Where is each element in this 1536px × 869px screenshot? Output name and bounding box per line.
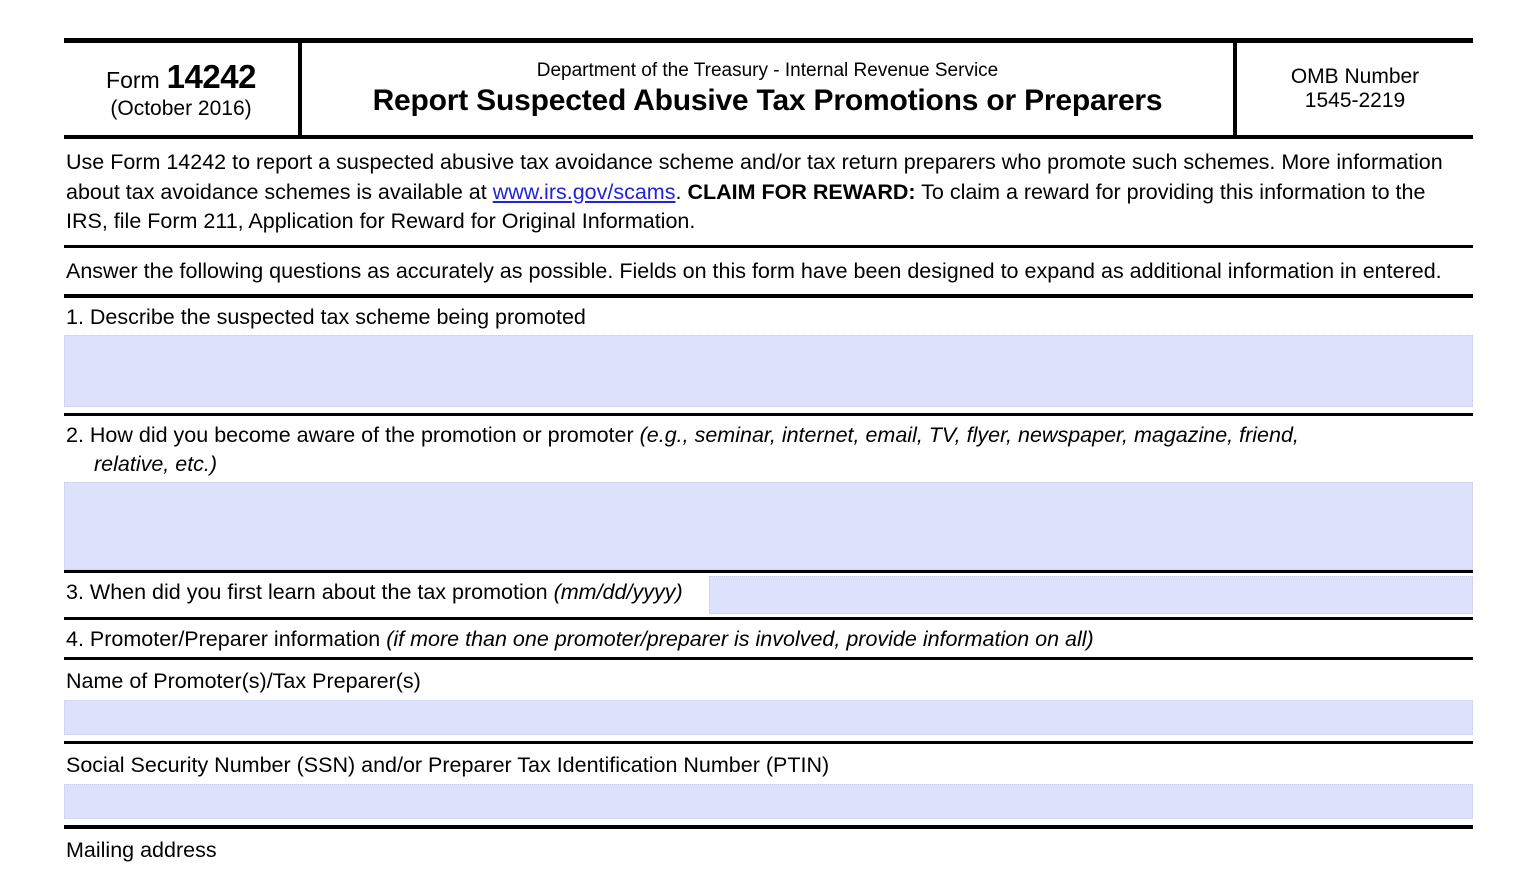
instr-text-part-3: To claim a reward for providing this information to the IRS, file Form 211, Application for Reward for Original Information. (66, 179, 1426, 233)
divider-after-ssn-ptin (64, 819, 1473, 829)
form-number: 14242 (166, 57, 256, 95)
form-word-label: Form (106, 66, 160, 93)
question-2-label-italic-line1: (e.g., seminar, internet, email, TV, flyer, newspaper, magazine, friend, (639, 423, 1299, 447)
instructions-paragraph-2 (64, 248, 1473, 299)
promoter-name-label: Name of Promoter(s)/Tax Preparer(s) (66, 669, 421, 693)
question-3-label-plain: 3. When did you first learn about the tax promotion (66, 580, 554, 604)
question-2-block (64, 416, 1473, 573)
form-revision-date: (October 2016) (110, 96, 252, 120)
mailing-address-label: Mailing address (66, 838, 217, 862)
irs-scams-link[interactable]: www.irs.gov/scams (492, 179, 676, 204)
ssn-ptin-group (64, 744, 1473, 829)
question-4-label-plain: 4. Promoter/Preparer information (66, 627, 387, 651)
instr-text-part-2: . (675, 179, 688, 204)
question-2-input[interactable] (64, 482, 1473, 570)
question-3-date-input[interactable] (709, 576, 1473, 614)
question-3-block (64, 573, 1473, 620)
claim-for-reward-label: CLAIM FOR REWARD: (687, 179, 916, 204)
question-3-label-italic: (mm/dd/yyyy) (553, 580, 683, 604)
spacer-after-q1 (64, 407, 1473, 413)
agency-name: Department of the Treasury - Internal Revenue Service (536, 60, 999, 82)
divider-after-promoter-name (64, 735, 1473, 744)
omb-cell (1237, 43, 1473, 135)
instr-text-part-1: Use Form 14242 to report a suspected abusive tax avoidance scheme and/or tax return preparers who promote such schemes. More information about tax avoidance schemes is available at (66, 150, 1443, 204)
question-3-row (64, 573, 1473, 617)
question-3-label (64, 573, 683, 617)
omb-number-label: OMB Number (1290, 64, 1420, 88)
instr-answer-text: Answer the following questions as accurately as possible. Fields on this form have been designed to expand as additional information in entered. (66, 258, 1442, 283)
form-sheet (64, 38, 1473, 869)
form-title: Report Suspected Abusive Tax Promotions or Preparers (372, 83, 1163, 117)
question-4-block (64, 620, 1473, 660)
promoter-name-group (64, 660, 1473, 744)
question-2-label-plain: 2. How did you become aware of the promotion or promoter (66, 423, 640, 447)
ssn-ptin-input[interactable] (64, 784, 1473, 819)
question-1-input[interactable] (64, 335, 1473, 407)
question-4-label-italic: (if more than one promoter/preparer is involved, provide information on all) (386, 627, 1094, 651)
instructions-paragraph-1 (64, 139, 1473, 248)
form-identity-cell (64, 43, 302, 135)
question-2-label-italic-line2: relative, etc.) (94, 452, 218, 476)
form-title-cell (302, 43, 1237, 135)
spacer-q3 (683, 573, 709, 617)
promoter-name-input[interactable] (64, 700, 1473, 735)
question-4-label (64, 620, 1473, 657)
question-1-block (64, 298, 1473, 416)
form-number-line (106, 57, 256, 95)
omb-number-value: 1545-2219 (1304, 89, 1406, 112)
question-1-label: 1. Describe the suspected tax scheme being promoted (66, 305, 586, 329)
form-header (64, 38, 1473, 139)
ssn-ptin-label: Social Security Number (SSN) and/or Preparer Tax Identification Number (PTIN) (66, 753, 830, 777)
mailing-address-group (64, 829, 1473, 869)
question-2-label (64, 416, 1473, 482)
